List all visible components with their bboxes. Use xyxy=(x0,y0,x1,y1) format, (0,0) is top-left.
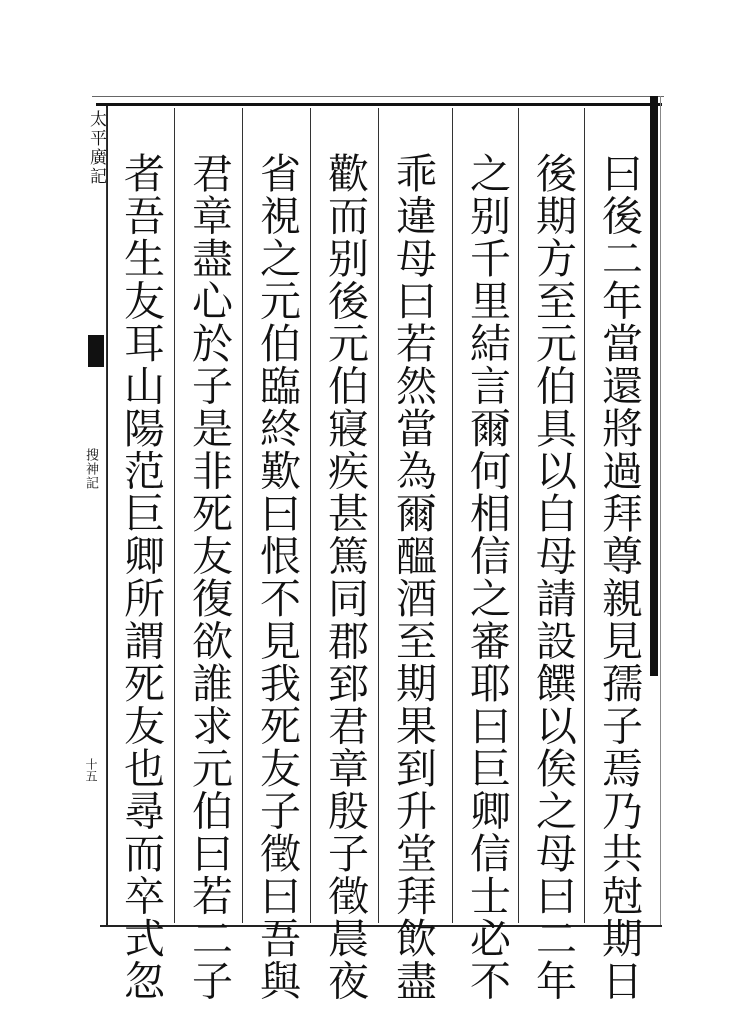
text-column-4 xyxy=(378,108,445,1002)
margin-page-number: 十五 xyxy=(84,758,98,782)
text-column-1 xyxy=(584,108,651,1002)
column-text: 者吾生友耳山陽范巨卿所謂死友也尋而卒式忽 xyxy=(117,152,165,1002)
column-text: 歡而别後元伯寢疾甚篤同郡郅君章殷子徵晨夜 xyxy=(321,152,369,1002)
frame-right-line xyxy=(660,96,661,926)
text-column-3 xyxy=(452,108,519,1002)
frame-outer-line xyxy=(92,96,664,97)
text-column-5 xyxy=(310,108,377,1002)
margin-book-title: 搜神記 xyxy=(83,448,98,490)
column-text: 之别千里結言爾何相信之審耶曰巨卿信士必不 xyxy=(463,152,511,1002)
text-column-8 xyxy=(106,108,173,1002)
margin-series-title: 太平廣記 xyxy=(86,110,106,186)
column-text: 曰後二年當還將過拜尊親見孺子焉乃共尅期日 xyxy=(595,152,643,1002)
column-text: 省視之元伯臨終歎曰恨不見我死友子徵曰吾與 xyxy=(253,152,301,1002)
frame-right-border xyxy=(650,96,658,676)
column-text: 君章盡心於子是非死友復欲誰求元伯曰若二子 xyxy=(185,152,233,1002)
margin-fish-tail-mark xyxy=(88,335,104,367)
text-column-2 xyxy=(518,108,585,1002)
frame-top-border xyxy=(96,103,662,106)
text-column-7 xyxy=(174,108,241,1002)
margin-column xyxy=(88,106,108,926)
column-text: 後期方至元伯具以白母請設饌以俟之母曰二年 xyxy=(529,152,577,1002)
column-text: 乖違母曰若然當為爾醞酒至期果到升堂拜飲盡 xyxy=(389,152,437,1002)
text-column-6 xyxy=(242,108,309,1002)
